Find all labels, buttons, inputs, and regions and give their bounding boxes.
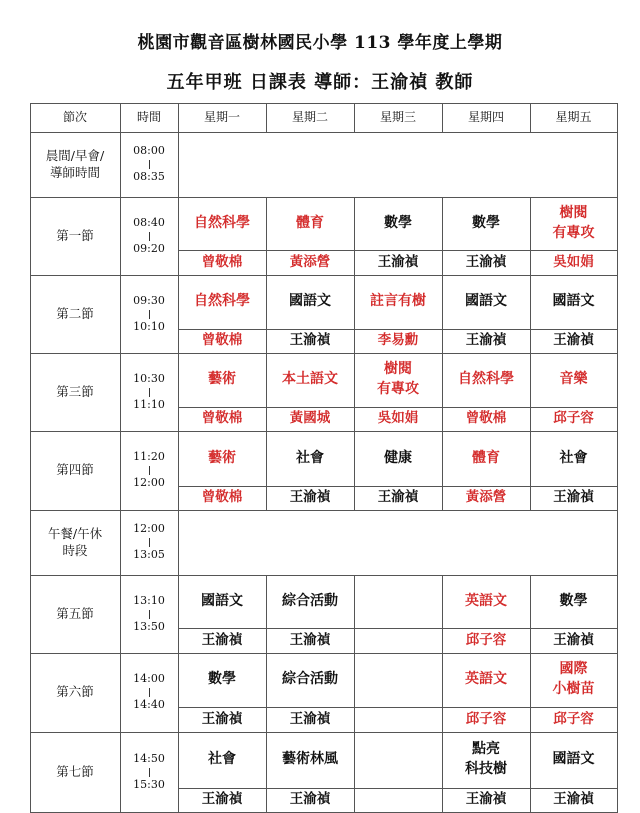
period-label: 晨間/早會/ 導師時間: [45, 148, 105, 180]
grid-line: [530, 431, 531, 510]
time-end: 13:05: [133, 548, 165, 561]
time-range: [120, 353, 178, 431]
teacher-cell: 王渝禎: [377, 253, 419, 270]
teacher-cell: 李易勳: [377, 332, 419, 349]
teacher-cell: 黃國城: [289, 410, 331, 427]
teacher-cell: 王渝禎: [289, 710, 331, 727]
subject-cell: 國語文: [465, 293, 507, 310]
grid-line: [442, 575, 443, 653]
grid-line: [530, 353, 531, 431]
teacher-cell: 王渝禎: [465, 791, 507, 808]
subject-cell: 數學: [384, 214, 412, 231]
grid-line: [266, 353, 267, 431]
time-range: [120, 132, 178, 197]
time-separator: [149, 232, 150, 241]
grid-line: [266, 103, 267, 132]
grid-line: [354, 353, 355, 431]
time-end: 13:50: [133, 619, 165, 633]
time-range: [120, 732, 178, 812]
grid-line: [354, 275, 355, 353]
time-separator: [149, 310, 150, 319]
time-start: 11:20: [133, 450, 165, 464]
grid-line: [442, 653, 443, 732]
teacher-cell: 王渝禎: [289, 791, 331, 808]
column-header: 星期一: [203, 109, 240, 124]
grid-line: [266, 197, 267, 275]
grid-line: [266, 431, 267, 510]
grid-line: [530, 653, 531, 732]
time-end: 08:35: [133, 170, 165, 183]
subject-cell: 樹閱 有專攻: [377, 361, 419, 397]
time-range: [120, 510, 178, 575]
subject-cell: 社會: [296, 449, 324, 466]
grid-line: [442, 353, 443, 431]
grid-line: [530, 197, 531, 275]
period-label: 第二節: [56, 305, 94, 321]
grid-line: [442, 431, 443, 510]
grid-line: [530, 275, 531, 353]
grid-line: [266, 275, 267, 353]
time-end: 14:40: [133, 698, 165, 711]
teacher-cell: 王渝禎: [465, 332, 507, 349]
column-header: 節次: [62, 109, 87, 124]
time-start: 14:00: [133, 672, 165, 686]
time-end: 10:10: [133, 319, 165, 333]
teacher-cell: [354, 707, 442, 732]
subject-cell: 註言有樹: [370, 293, 426, 310]
teacher-cell: 王渝禎: [465, 253, 507, 270]
column-header: 星期五: [555, 109, 592, 124]
time-separator: [149, 768, 150, 777]
grid-line: [178, 103, 179, 812]
period-label: 午餐/午休 時段: [47, 526, 103, 558]
subject-cell: 藝術林風: [282, 751, 338, 768]
teacher-cell: 邱子容: [465, 710, 507, 727]
grid-line: [266, 653, 267, 732]
time-end: 11:10: [133, 397, 165, 411]
time-separator: [149, 160, 150, 169]
subject-cell: 英語文: [465, 592, 507, 609]
subject-cell: 國語文: [552, 751, 595, 768]
grid-line: [178, 486, 618, 487]
time-start: 13:10: [133, 593, 165, 607]
subject-cell: 數學: [472, 214, 500, 231]
teacher-cell: 王渝禎: [553, 631, 594, 648]
time-separator: [149, 688, 150, 697]
column-header: 星期三: [379, 109, 416, 124]
period-label: 第六節: [56, 684, 94, 700]
subject-cell: 國語文: [552, 293, 595, 310]
page-subtitle: 五年甲班 日課表 導師：王渝禎 教師: [166, 72, 474, 93]
teacher-cell: 王渝禎: [553, 332, 594, 349]
time-end: 15:30: [133, 777, 165, 791]
teacher-cell: 邱子容: [465, 631, 507, 648]
teacher-cell: 黃添營: [465, 489, 507, 506]
page-title: 桃園市觀音區樹林國民小學 113 學年度上學期: [137, 33, 503, 53]
time-start: 10:30: [133, 371, 165, 385]
grid-line: [354, 431, 355, 510]
subject-cell: 樹閱 有專攻: [552, 204, 595, 241]
teacher-cell: 曾敬棉: [201, 410, 243, 427]
time-range: [120, 197, 178, 275]
subject-cell: 本土語文: [282, 371, 338, 388]
teacher-cell: 王渝禎: [377, 489, 419, 506]
teacher-cell: 王渝禎: [201, 631, 243, 648]
grid-line: [178, 329, 618, 330]
time-start: 09:30: [133, 293, 165, 307]
subject-cell: [354, 575, 442, 628]
time-end: 12:00: [133, 476, 165, 489]
subject-cell: 體育: [296, 214, 324, 231]
grid-line: [178, 250, 618, 251]
grid-line: [617, 103, 618, 812]
time-start: 12:00: [133, 522, 165, 536]
period-label: 第一節: [56, 227, 94, 243]
grid-line: [530, 732, 531, 812]
grid-line: [442, 103, 443, 132]
grid-line: [442, 197, 443, 275]
subject-cell: [354, 653, 442, 707]
grid-line: [354, 575, 355, 653]
grid-line: [354, 732, 355, 812]
subject-cell: 音樂: [559, 371, 588, 388]
teacher-cell: 曾敬棉: [201, 253, 243, 270]
subject-cell: 健康: [384, 449, 412, 466]
teacher-cell: 邱子容: [553, 710, 594, 727]
teacher-cell: 邱子容: [553, 410, 594, 427]
grid-line: [266, 575, 267, 653]
subject-cell: 數學: [559, 592, 588, 609]
time-separator: [149, 466, 150, 475]
column-header: 星期四: [467, 109, 504, 124]
subject-cell: 藝術: [208, 449, 236, 466]
subject-cell: 綜合活動: [282, 671, 338, 688]
teacher-cell: 曾敬棉: [465, 410, 507, 427]
grid-line: [120, 103, 121, 812]
teacher-cell: 王渝禎: [553, 791, 594, 808]
grid-line: [354, 103, 355, 132]
grid-line: [442, 275, 443, 353]
grid-line: [442, 732, 443, 812]
teacher-cell: 曾敬棉: [201, 489, 243, 506]
time-start: 08:00: [133, 144, 165, 158]
subject-cell: 國語文: [289, 293, 331, 310]
subject-cell: 國語文: [201, 592, 243, 609]
grid-line: [354, 653, 355, 732]
teacher-cell: 王渝禎: [201, 791, 243, 808]
subject-cell: 社會: [559, 449, 588, 466]
teacher-cell: 王渝禎: [201, 710, 243, 727]
subject-cell: 數學: [208, 671, 236, 688]
time-range: [120, 575, 178, 653]
subject-cell: 自然科學: [194, 293, 250, 310]
teacher-cell: 曾敬棉: [201, 332, 243, 349]
time-range: [120, 653, 178, 732]
subject-cell: 點亮 科技樹: [465, 741, 507, 777]
grid-line: [178, 788, 618, 789]
teacher-cell: 王渝禎: [289, 332, 331, 349]
subject-cell: [354, 732, 442, 788]
teacher-cell: 王渝禎: [553, 489, 594, 506]
subject-cell: 自然科學: [194, 214, 250, 231]
subject-cell: 英語文: [465, 671, 507, 688]
grid-line: [178, 628, 618, 629]
grid-line: [178, 407, 618, 408]
subject-cell: 國際 小樹苗: [552, 661, 595, 697]
subject-cell: 社會: [208, 751, 236, 768]
time-start: 14:50: [133, 751, 165, 765]
teacher-cell: 吳如娟: [553, 253, 594, 270]
subject-cell: 自然科學: [458, 371, 514, 388]
time-start: 08:40: [133, 215, 165, 229]
period-label: 第五節: [56, 605, 94, 621]
grid-line: [354, 197, 355, 275]
column-header: 時間: [136, 109, 161, 124]
grid-line: [530, 575, 531, 653]
teacher-cell: 王渝禎: [289, 489, 331, 506]
column-header: 星期二: [291, 109, 328, 124]
subject-cell: 綜合活動: [282, 592, 338, 609]
time-end: 09:20: [133, 241, 165, 255]
subject-cell: 體育: [472, 449, 500, 466]
period-label: 第三節: [56, 383, 94, 399]
grid-line: [178, 707, 618, 708]
teacher-cell: [354, 788, 442, 812]
grid-line: [30, 103, 31, 812]
time-range: [120, 431, 178, 510]
time-separator: [149, 538, 150, 547]
period-label: 第四節: [56, 462, 94, 478]
teacher-cell: 黃添營: [289, 253, 331, 270]
grid-line: [266, 732, 267, 812]
time-separator: [149, 388, 150, 397]
teacher-cell: 吳如娟: [377, 410, 419, 427]
period-label: 第七節: [56, 763, 94, 779]
time-separator: [149, 610, 150, 619]
grid-line: [530, 103, 531, 132]
teacher-cell: 王渝禎: [289, 631, 331, 648]
subject-cell: 藝術: [208, 371, 236, 388]
time-range: [120, 275, 178, 353]
teacher-cell: [354, 628, 442, 653]
